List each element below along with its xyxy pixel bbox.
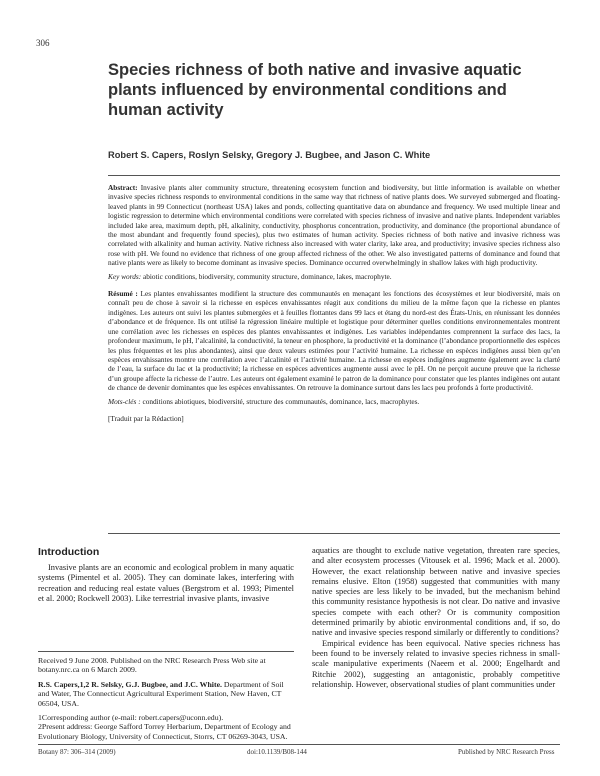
left-column xyxy=(38,563,294,604)
footer-publisher: Published by NRC Research Press xyxy=(458,748,555,756)
keywords-paragraph xyxy=(108,272,560,281)
resume-paragraph xyxy=(108,289,560,392)
footer-rule xyxy=(38,744,560,745)
present-address-note: 2Present address: George Safford Torrey Herbarium, Department of Ecology and Evolutionary Biology, University of Connecticut, Storrs, CT 06269-3043, USA. xyxy=(38,722,291,741)
received-note: Received 9 June 2008. Published on the NRC Research Press Web site at botany.nrc.ca on 6 March 2009. xyxy=(38,656,266,675)
corresponding-note: 1Corresponding author (e-mail: robert.capers@uconn.edu). xyxy=(38,713,224,723)
abstract-block xyxy=(108,183,560,427)
intro-paragraph-evidence: Empirical evidence has been equivocal. Native species richness has been found to be inversely related to invasive species richness in small-scale manipulative experiments (Naeem et al. 2000; Engelhardt and Ritchie 2002), suggesting an antagonistic, probably competitive relationship. However, observational studies of plant communities under xyxy=(312,638,560,689)
footer-journal: Botany 87: 306–314 (2009) xyxy=(38,748,116,756)
resume-label: Résumé : xyxy=(108,289,138,299)
right-column xyxy=(312,546,560,690)
abstract-text: Invasive plants alter community structure, threatening ecosystem function and biodiversity, but little information is available on whether invasive species richness responds to environmental conditions in the same way that richness of native plants does. We surveyed submerged and floating-leaved plants in 99 Connecticut (northeast USA) lakes and ponds, collecting quantitative data on abundance and frequency. We used multiple linear and logistic regression to determine which environmental conditions were correlated with species richness of invasive and native plants. Independent variables included lake area, maximum depth, pH, alkalinity, conductivity, phosphorus concentration, productivity, and dominance (the proportional abundance of the most abundant and frequently found species), plus two estimates of human activity. Species richness of both native and invasive richness was correlated with alkalinity and human activity. Native richness also increased with water clarity, lake area, and productivity; invasive species richness also rose with pH. We found no evidence that richness of one group affected richness of the other. We also investigated patterns of dominance and found that native plants were as likely to become dominant as invasive species. Dominance occurred overwhelmingly in shallow lakes with high productivity. xyxy=(108,183,560,268)
page-number: 306 xyxy=(36,38,50,48)
motscles-text: conditions abiotiques, biodiversité, structure des communautés, dominance, lacs, macrophytes. xyxy=(140,396,420,406)
affiliation-text: Department of Soil and Water, The Connecticut Agricultural Experiment Station, New Haven, CT 06504, USA. xyxy=(38,679,284,708)
footnote-rule xyxy=(38,651,294,652)
translation-note: [Traduit par la Rédaction] xyxy=(108,413,184,423)
abstract-label: Abstract: xyxy=(108,183,138,192)
footnotes xyxy=(38,656,294,741)
top-rule xyxy=(108,175,560,176)
resume-text: Les plantes envahissantes modifient la structure des communautés en menaçant les fonctions des écosystèmes et leur biodiversité, mais on connaît peu de chose à savoir si la richesse en espèces envahissantes réagit aux conditions du milieu de la même façon que la richesse en plantes indigènes. Les auteurs ont suivi les plantes submergées et à feuilles flottantes dans 99 lacs et étang du nord-est des États-Unis, en réunissant les données d’abondance et de fréquence. Ils ont utilisé la régression linéaire multiple et logistique pour déterminer quelles conditions environnementales montrent une corrélation avec les richesses en espèces des plantes envahissantes et indigènes. Les variables indépendantes comprennent la surface des lacs, la profondeur maximum, le pH, l’alcalinité, la conductivité, la teneur en phosphore, la productivité et la dominance (l’abondance proportionnelle des espèces les plus fréquentes et les plus abondantes), ainsi que deux valeurs estimées pour l’activité humaine. La richesse en espèces indigènes aussi bien qu’en espèces envahissantes montre une corrélation avec l’alcalinité et l’activité humaine. La richesse en espèces indigènes augmente également avec la clarté de l’eau, la surface du lac et la productivité; la richesse en espèces adventices augmente aussi avec le pH. On ne perçoit aucune preuve que la richesse d’un groupe affecte la richesse de l’autre. Les auteurs ont également examiné le patron de la dominance pour constater que les plantes indigènes ont autant de chance de devenir dominantes que les espèces envahissantes. On retrouve la dominance surtout dans les lacs peu profonds à forte productivité. xyxy=(108,289,560,393)
abstract-paragraph xyxy=(108,183,560,268)
keywords-label: Key words: xyxy=(108,271,142,281)
author-list: Robert S. Capers, Roslyn Selsky, Gregory J. Bugbee, and Jason C. White xyxy=(108,150,431,160)
motscles-paragraph xyxy=(108,397,560,406)
affiliation-note xyxy=(38,680,294,708)
intro-paragraph-continued: aquatics are thought to exclude native vegetation, threaten rare species, and alter ecosystem processes (Vitousek et al. 1996; Mack et al. 2000). However, the exact relationship between native and invasive species remains elusive. Elton (1958) suggested that communities with many native species are less likely to be invaded, but the mechanism behind this community resistance hypothesis is not clear. Do native and invasive species compete with each other? Or is community composition determined primarily by abiotic environmental conditions and, if so, do native and invasive species respond similarly or differently to conditions? xyxy=(312,546,560,638)
affiliation-names: R.S. Capers,1,2 R. Selsky, G.J. Bugbee, and J.C. White. xyxy=(38,679,222,689)
bottom-rule xyxy=(108,533,560,534)
introduction-heading: Introduction xyxy=(38,546,100,558)
intro-paragraph: Invasive plants are an economic and ecological problem in many aquatic systems (Pimentel et al. 2005). They can dominate lakes, interfering with recreation and reducing real estate values (Bergstrom et al. 1993; Pimentel et al. 2000; Rockwell 2003). Like terrestrial invasive plants, invasive xyxy=(38,563,294,603)
motscles-label: Mots-clés : xyxy=(108,396,141,406)
footer-doi: doi:10.1139/B08-144 xyxy=(247,748,307,756)
paper-title: Species richness of both native and invasive aquatic plants influenced by environmental conditions and human activity xyxy=(108,61,522,119)
keywords-text: abiotic conditions, biodiversity, community structure, dominance, lakes, macrophyte. xyxy=(141,271,392,281)
